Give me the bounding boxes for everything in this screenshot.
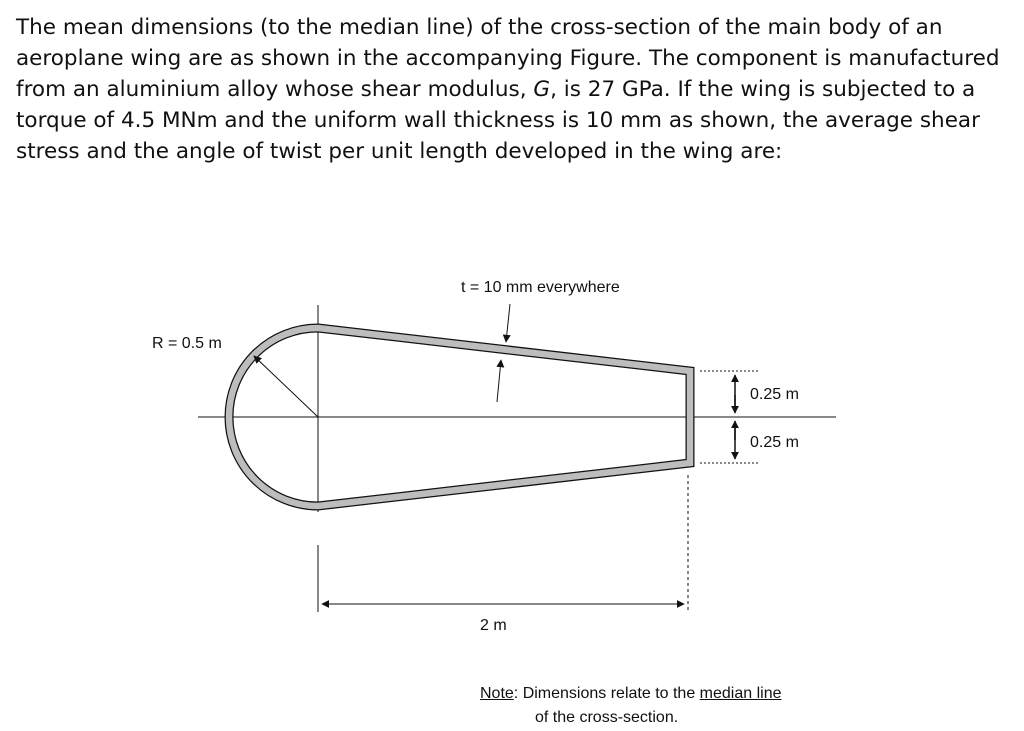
shear-modulus-symbol: G: [533, 77, 551, 102]
question-part-2: , is 27 GPa. If the wing is subjected to a torque of 4.5 MNm and the uniform wall thickness is 10 mm as shown, the average shear stress and the angle of twist per unit length developed in the wing are:: [16, 77, 980, 164]
length-label: 2 m: [480, 617, 507, 634]
thickness-arrow-top: [506, 304, 510, 342]
thickness-arrow-bottom: [497, 360, 501, 402]
note-median-line: median line: [699, 685, 782, 702]
thickness-label: t = 10 mm everywhere: [461, 279, 620, 296]
note-prefix: Note: [480, 685, 514, 702]
upper-half-label: 0.25 m: [750, 386, 799, 403]
radius-arrow: [254, 356, 318, 417]
lower-half-label: 0.25 m: [750, 434, 799, 451]
note-text-2: of the cross-section.: [535, 709, 679, 726]
figure-note: [480, 682, 900, 730]
note-text-1: : Dimensions relate to the: [513, 685, 700, 702]
question-part-1: The mean dimensions (to the median line) of the cross-section of the main body of an aeroplane wing are as shown in the accompanying Figure. The component is manufactured from an aluminium alloy whose shear modulus,: [16, 15, 1000, 102]
radius-label: R = 0.5 m: [152, 335, 222, 352]
